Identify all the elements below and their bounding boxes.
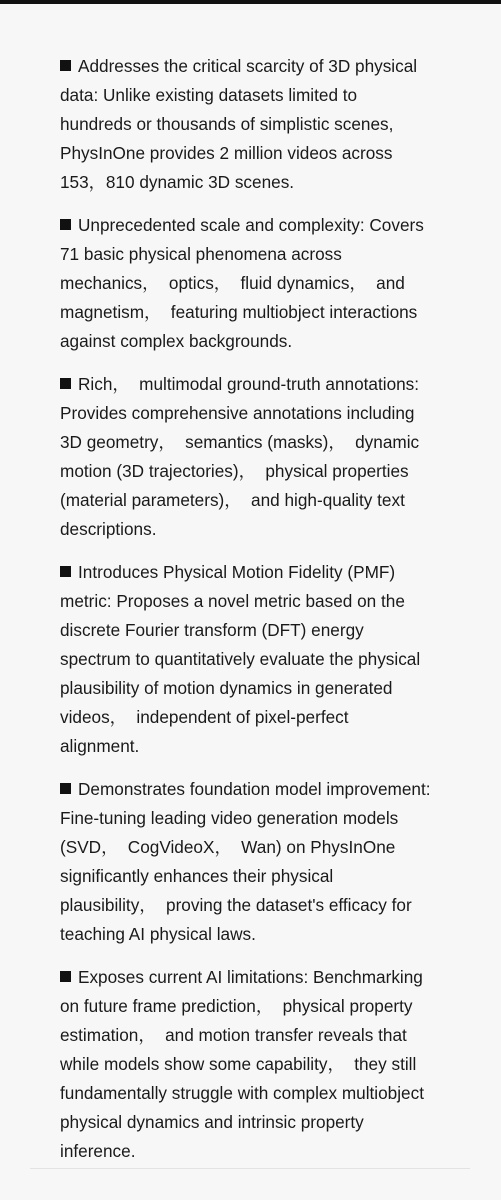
bullet-text-line: Fine-tuning leading video generation models	[60, 808, 399, 828]
bullet-text-line: fundamentally struggle with complex multiobject	[60, 1083, 424, 1103]
square-bullet-icon	[60, 566, 71, 577]
bullet-text-line: estimation， and motion transfer reveals that	[60, 1025, 407, 1045]
bullet-text-line: Unprecedented scale and complexity: Covers	[78, 215, 424, 235]
bullet-point	[60, 52, 472, 197]
bullet-text-line: 3D geometry， semantics (masks)， dynamic	[60, 432, 420, 452]
bullet-text-line: metric: Proposes a novel metric based on the	[60, 591, 405, 611]
bullet-text-line: while models show some capability， they still	[60, 1054, 417, 1074]
square-bullet-icon	[60, 783, 71, 794]
bullet-text-line: magnetism， featuring multiobject interactions	[60, 302, 418, 322]
square-bullet-icon	[60, 378, 71, 389]
bullet-text-line: on future frame prediction， physical property	[60, 996, 413, 1016]
bullet-text-line: hundreds or thousands of simplistic scenes,	[60, 114, 394, 134]
bullet-list	[60, 52, 472, 1180]
bullet-text-line: teaching AI physical laws.	[60, 924, 256, 944]
bullet-text-line: spectrum to quantitatively evaluate the physical	[60, 649, 421, 669]
divider	[30, 1168, 470, 1169]
bullet-text-line: plausibility of motion dynamics in generated	[60, 678, 393, 698]
bullet-text-line: against complex backgrounds.	[60, 331, 293, 351]
bullet-text-line: inference.	[60, 1141, 136, 1161]
bullet-text-line: mechanics， optics， fluid dynamics， and	[60, 273, 405, 293]
bullet-text-line: motion (3D trajectories)， physical properties	[60, 461, 409, 481]
bullet-text-line: data: Unlike existing datasets limited to	[60, 85, 358, 105]
bullet-text-line: (material parameters)， and high-quality text	[60, 490, 405, 510]
bullet-text-line: 71 basic physical phenomena across	[60, 244, 342, 264]
bullet-text-line: Exposes current AI limitations: Benchmarking	[78, 967, 423, 987]
bullet-text-line: videos， independent of pixel-perfect	[60, 707, 349, 727]
bullet-text-line: physical dynamics and intrinsic property	[60, 1112, 364, 1132]
bullet-text-line: PhysInOne provides 2 million videos across	[60, 143, 393, 163]
square-bullet-icon	[60, 219, 71, 230]
bullet-point	[60, 775, 472, 949]
bullet-text-line: (SVD， CogVideoX， Wan) on PhysInOne	[60, 837, 396, 857]
square-bullet-icon	[60, 971, 71, 982]
bullet-text-line: Rich， multimodal ground-truth annotations:	[78, 374, 420, 394]
bullet-text-line: alignment.	[60, 736, 140, 756]
bullet-text-line: plausibility， proving the dataset's efficacy for	[60, 895, 412, 915]
bullet-text-line: descriptions.	[60, 519, 157, 539]
bullet-text-line: discrete Fourier transform (DFT) energy	[60, 620, 364, 640]
bullet-point	[60, 211, 472, 356]
bullet-text-line: Addresses the critical scarcity of 3D physical	[78, 56, 418, 76]
bullet-point	[60, 558, 472, 761]
square-bullet-icon	[60, 60, 71, 71]
bullet-point	[60, 963, 472, 1166]
bullet-text-line: 153，810 dynamic 3D scenes.	[60, 172, 295, 192]
top-bar	[0, 0, 501, 4]
bullet-text-line: Introduces Physical Motion Fidelity (PMF)	[78, 562, 396, 582]
bullet-text-line: significantly enhances their physical	[60, 866, 334, 886]
bullet-point	[60, 370, 472, 544]
bullet-text-line: Demonstrates foundation model improvement:	[78, 779, 431, 799]
bullet-text-line: Provides comprehensive annotations including	[60, 403, 415, 423]
